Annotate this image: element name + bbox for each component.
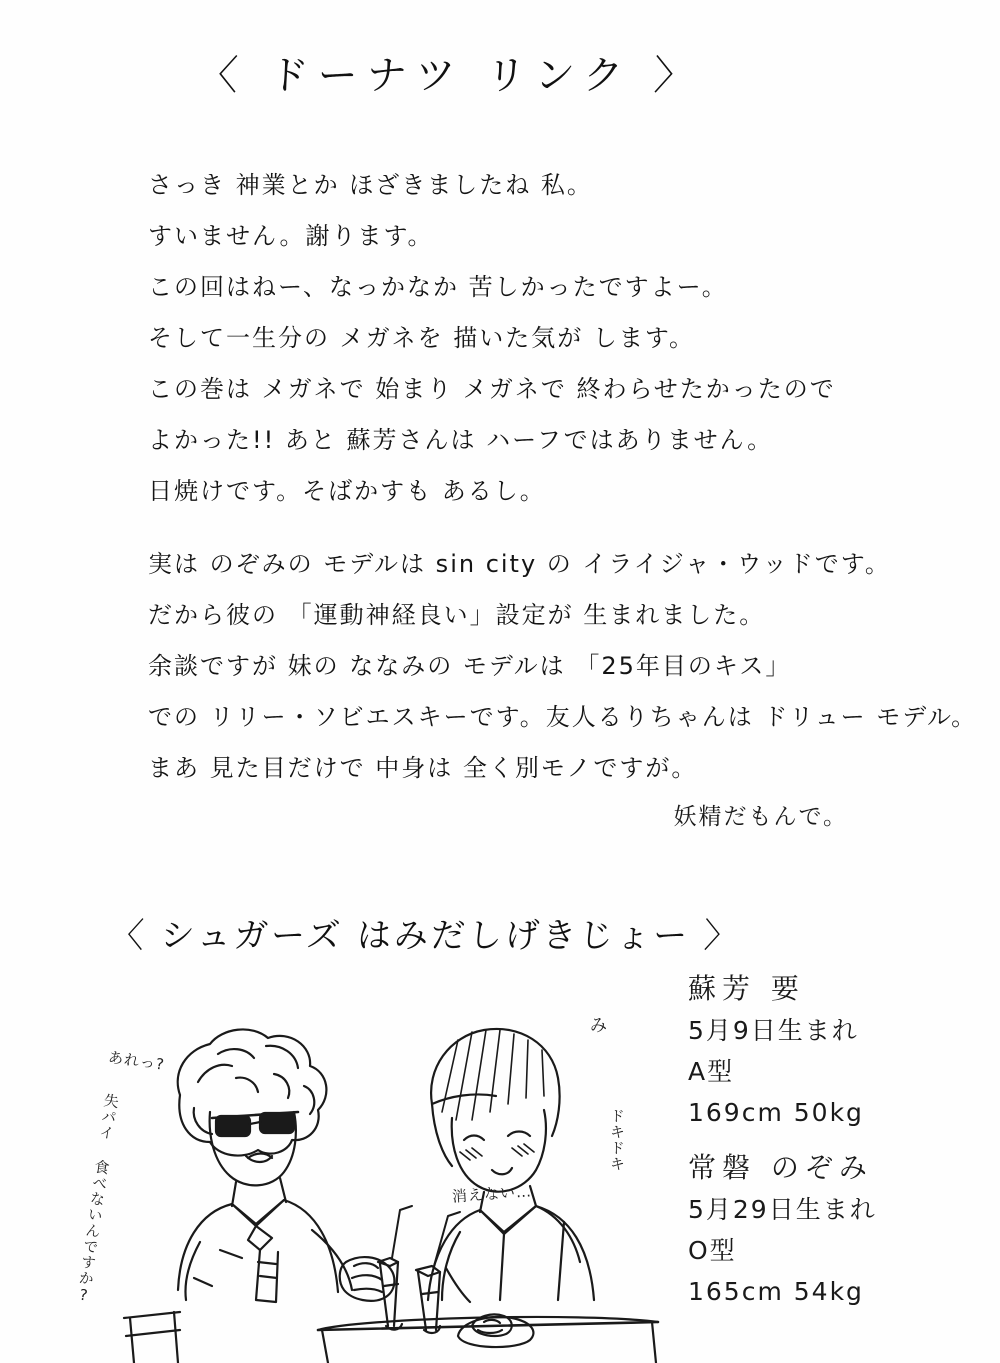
essay-line: での リリー・ソビエスキーです。友人るりちゃんは ドリュー モデル。 [148,703,978,731]
essay-line: そして一生分の メガネを 描いた気が します。 [148,324,695,352]
profile-measurements: 169cm 50kg [688,1098,864,1127]
essay-line: よかった!! あと 蘇芳さんは ハーフではありません。 [148,426,774,454]
sfx-mi: み [590,1016,608,1036]
paragraph-gap [148,517,908,539]
profile-name: 蘇芳 要 [688,972,805,1005]
profile-name: 常磐 のぞみ [688,1151,873,1184]
essay-line: すいません。謝ります。 [148,222,434,250]
essay-line: だから彼の 「運動神経良い」設定が 生まれました。 [148,601,766,629]
essay-line: 実は のぞみの モデルは sin city の イライジャ・ウッドです。 [148,550,891,578]
essay-signoff: 妖精だもんで。 [673,804,848,830]
sfx-kienai: 消えない… [451,1182,533,1206]
essay-line: 日焼けです。そばかすも あるし。 [148,477,546,505]
profile-birthday: 5月9日生まれ [688,1016,859,1045]
profile-spacer [688,1133,988,1147]
sfx-dokidoki: ドキドキ [608,1108,626,1172]
afterword-text-block [148,160,978,840]
sfx-arere: あれっ? [107,1048,167,1074]
essay-line: 余談ですが 妹の ななみの モデルは 「25年目のキス」 [148,652,792,680]
essay-line: この回はねー、なっかなか 苦しかったですよー。 [148,273,728,301]
essay-line: まあ 見た目だけで 中身は 全く別モノですが。 [148,754,698,782]
character-profile-list [688,968,988,1312]
profile-birthday: 5月29日生まれ [688,1195,877,1224]
section-title-sugars-extra: 〈 シュガーズ はみだしげきじょー 〉 [108,916,742,956]
sfx-mippai: 失パイ 食べないんですか? [73,1091,121,1307]
essay-line: この巻は メガネで 始まり メガネで 終わらせたかったので [148,375,836,403]
profile-bloodtype: A型 [688,1057,735,1086]
profile-measurements: 165cm 54kg [688,1277,864,1306]
profile-bloodtype: O型 [688,1236,737,1265]
section-title-donut-link: 〈 ドーナツ リンク 〉 [196,53,704,99]
essay-line: さっき 神業とか ほざきましたね 私。 [148,171,593,199]
